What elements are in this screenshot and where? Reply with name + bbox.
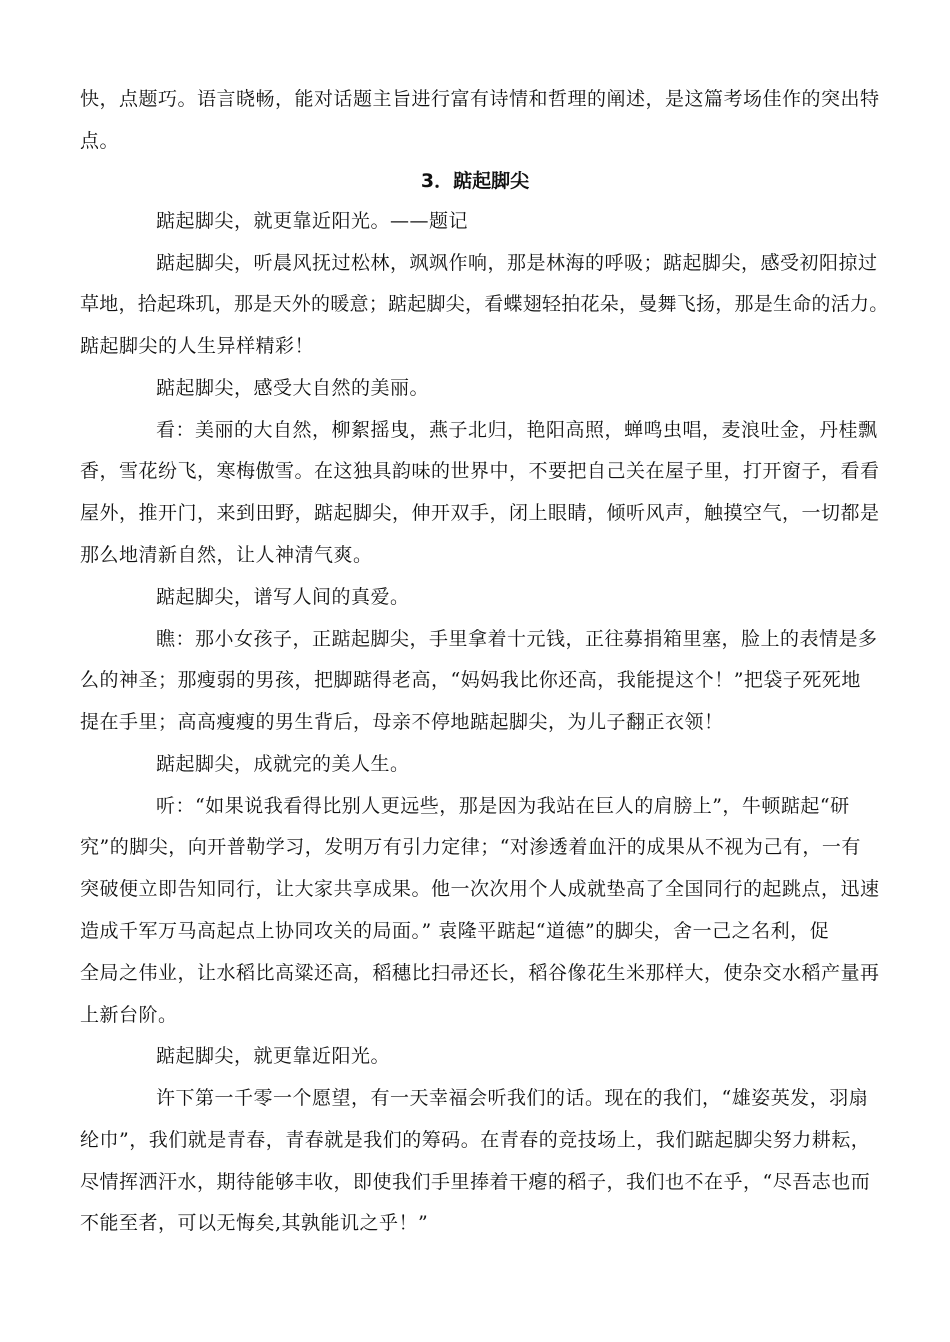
paragraph-line: 全局之伟业，让水稻比高粱还高，稻穗比扫帚还长，稻谷像花生米那样大，使杂交水稻产量再	[80, 962, 880, 984]
paragraph-line: 提在手里；高高瘦瘦的男生背后，母亲不停地踮起脚尖，为儿子翻正衣领！	[80, 711, 724, 733]
essay-title: 3．踮起脚尖	[420, 170, 530, 192]
paragraph-line: 草地，拾起珠玑，那是天外的暖意；踮起脚尖，看蝶翅轻拍花朵，曼舞飞扬，那是生命的活力。	[80, 293, 889, 315]
intro-line-2: 点。	[80, 130, 120, 152]
paragraph-line: 纶巾”，我们就是青春，青春就是我们的筹码。在青春的竞技场上，我们踮起脚尖努力耕耘，	[80, 1129, 871, 1151]
paragraph-line: 尽情挥洒汗水，期待能够丰收，即使我们手里捧着干瘪的稻子，我们也不在乎，“尽吾志也而	[80, 1171, 871, 1193]
paragraph-line: 踮起脚尖的人生异样精彩！	[80, 335, 315, 357]
paragraph-line: 看：美丽的大自然，柳絮摇曳，燕子北归，艳阳高照，蝉鸣虫唱，麦浪吐金，丹桂飘	[156, 419, 878, 441]
paragraph-line: 上新台阶。	[80, 1004, 178, 1026]
paragraph-line: 究”的脚尖，向开普勒学习，发明万有引力定律；“对渗透着血汗的成果从不视为己有，一有	[80, 836, 861, 858]
paragraph-line: 造成千军万马高起点上协同攻关的局面。” 袁隆平踮起“道德”的脚尖，舍一己之名利，促	[80, 920, 830, 942]
paragraph-line: 香，雪花纷飞，寒梅傲雪。在这独具韵味的世界中，不要把自己关在屋子里，打开窗子，看看	[80, 460, 880, 482]
section-heading: 踮起脚尖，谱写人间的真爱。	[156, 586, 410, 608]
paragraph-line: 许下第一千零一个愿望，有一天幸福会听我们的话。现在的我们，“雄姿英发，羽扇	[156, 1087, 869, 1109]
section-heading: 踮起脚尖，感受大自然的美丽。	[156, 377, 430, 399]
paragraph-line: 么的神圣；那瘦弱的男孩，把脚踮得老高，“妈妈我比你还高，我能提这个！”把袋子死死地	[80, 669, 861, 691]
epigraph: 踮起脚尖，就更靠近阳光。——题记	[156, 210, 469, 232]
paragraph-line: 不能至者，可以无悔矣,其孰能讥之乎！”	[80, 1212, 429, 1234]
section-heading: 踮起脚尖，成就完的美人生。	[156, 753, 410, 775]
paragraph-line: 突破便立即告知同行，让大家共享成果。他一次次用个人成就垫高了全国同行的起跳点，迅速	[80, 878, 880, 900]
intro-line-1: 快，点题巧。语言晓畅，能对话题主旨进行富有诗情和哲理的阐述，是这篇考场佳作的突出特	[80, 88, 880, 110]
paragraph-line: 瞧：那小女孩子，正踮起脚尖，手里拿着十元钱，正往募捐箱里塞，脸上的表情是多	[156, 628, 878, 650]
paragraph-line: 听：“如果说我看得比别人更远些，那是因为我站在巨人的肩膀上”，牛顿踮起“研	[156, 795, 850, 817]
paragraph-line: 屋外，推开门，来到田野，踮起脚尖，伸开双手，闭上眼睛，倾听风声，触摸空气，一切都是	[80, 502, 880, 524]
section-heading: 踮起脚尖，就更靠近阳光。	[156, 1045, 391, 1067]
paragraph-line: 那么地清新自然，让人神清气爽。	[80, 544, 373, 566]
paragraph-line: 踮起脚尖，听晨风抚过松林，飒飒作响，那是林海的呼吸；踮起脚尖，感受初阳掠过	[156, 252, 878, 274]
